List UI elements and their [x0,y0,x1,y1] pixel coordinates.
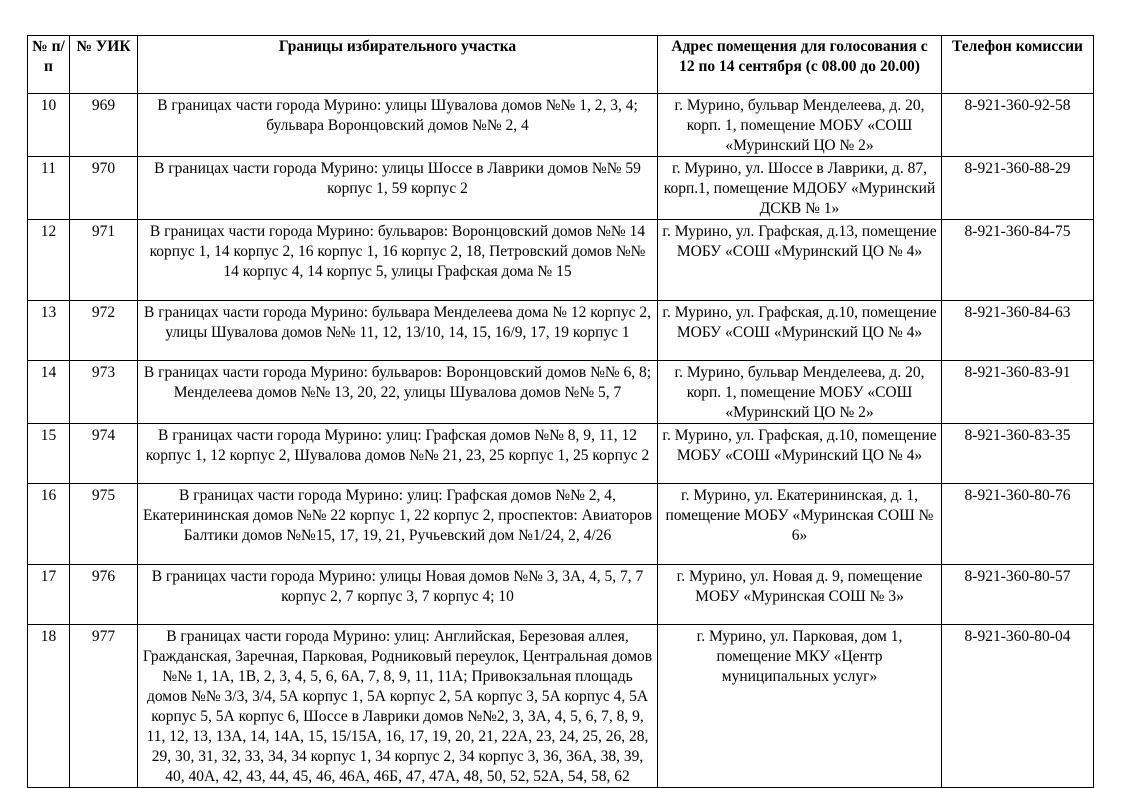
address-cell: г. Мурино, бульвар Менделеева, д. 20, корп. 1, помещение МОБУ «СОШ «Муринский ЦО № 2» [658,361,942,424]
table-row [28,565,1094,625]
boundaries-cell: В границах части города Мурино: улицы Новая домов №№ 3, 3А, 4, 5, 7, 7 корпус 2, 7 корпус 3, 7 корпус 4; 10 [138,565,658,625]
row-number: 17 [28,565,70,625]
uik-number: 973 [70,361,138,424]
header-num: № п/п [28,36,70,94]
header-boundaries: Границы избирательного участка [138,36,658,94]
row-number: 13 [28,301,70,361]
table-row [28,94,1094,157]
table-row [28,484,1094,565]
uik-number: 974 [70,424,138,484]
boundaries-cell: В границах части города Мурино: улиц: Графская домов №№ 8, 9, 11, 12 корпус 1, 12 корпус 2, Шувалова домов №№ 21, 23, 25 корпус 1, 25 корпус 2 [138,424,658,484]
row-number: 16 [28,484,70,565]
address-cell: г. Мурино, ул. Парковая, дом 1, помещение МКУ «Центр муниципальных услуг» [658,625,942,788]
header-phone: Телефон комиссии [942,36,1094,94]
address-cell: г. Мурино, ул. Шоссе в Лаврики, д. 87, корп.1, помещение МДОБУ «Муринский ДСКВ № 1» [658,157,942,220]
uik-number: 972 [70,301,138,361]
row-number: 12 [28,220,70,301]
phone-cell: 8-921-360-83-35 [942,424,1094,484]
phone-cell: 8-921-360-80-04 [942,625,1094,788]
address-cell: г. Мурино, ул. Екатерининская, д. 1, помещение МОБУ «Муринская СОШ № 6» [658,484,942,565]
table-row [28,157,1094,220]
boundaries-cell: В границах части города Мурино: улицы Шувалова домов №№ 1, 2, 3, 4; бульвара Воронцовский домов №№ 2, 4 [138,94,658,157]
row-number: 18 [28,625,70,788]
row-number: 10 [28,94,70,157]
table-row [28,424,1094,484]
phone-cell: 8-921-360-84-63 [942,301,1094,361]
boundaries-cell: В границах части города Мурино: улиц: Графская домов №№ 2, 4, Екатерининская домов №№ 22 корпус 1, 22 корпус 2, проспектов: Авиаторов Балтики домов №№15, 17, 19, 21, Ручьевский дом №1/24, 2, 4/26 [138,484,658,565]
polling-stations-table [27,35,1094,788]
uik-number: 970 [70,157,138,220]
row-number: 14 [28,361,70,424]
address-cell: г. Мурино, бульвар Менделеева, д. 20, корп. 1, помещение МОБУ «СОШ «Муринский ЦО № 2» [658,94,942,157]
phone-cell: 8-921-360-88-29 [942,157,1094,220]
address-cell: г. Мурино, ул. Графская, д.13, помещение МОБУ «СОШ «Муринский ЦО № 4» [658,220,942,301]
boundaries-cell: В границах части города Мурино: бульвара Менделеева дома № 12 корпус 2, улицы Шувалова домов №№ 11, 12, 13/10, 14, 15, 16/9, 17, 19 корпус 1 [138,301,658,361]
uik-number: 977 [70,625,138,788]
phone-cell: 8-921-360-92-58 [942,94,1094,157]
row-number: 15 [28,424,70,484]
phone-cell: 8-921-360-80-76 [942,484,1094,565]
boundaries-cell: В границах части города Мурино: улицы Шоссе в Лаврики домов №№ 59 корпус 1, 59 корпус 2 [138,157,658,220]
boundaries-cell: В границах части города Мурино: улиц: Английская, Березовая аллея, Гражданская, Заречная, Парковая, Родниковый переулок, Центральная домов №№ 1, 1А, 1В, 2, 3, 4, 5, 6, 6А, 7, 8, 9, 11, 11А; Привокзальная площадь домов №№ 3/3, 3/4, 5А корпус 1, 5А корпус 2, 5А корпус 3, 5А корпус 4, 5А корпус 5, 5А корпус 6, Шоссе в Лаврики домов №№2, 3, 3А, 4, 5, 6, 7, 8, 9, 11, 12, 13, 13А, 14, 14А, 15, 15/15А, 16, 17, 19, 20, 21, 22А, 23, 24, 25, 26, 28, 29, 30, 31, 32, 33, 34, 34 корпус 1, 34 корпус 2, 34 корпус 3, 36, 36А, 38, 39, 40, 40А, 42, 43, 44, 45, 46, 46А, 46Б, 47, 47А, 48, 50, 52, 52А, 54, 58, 62 [138,625,658,788]
phone-cell: 8-921-360-80-57 [942,565,1094,625]
header-uik: № УИК [70,36,138,94]
table-row [28,625,1094,788]
uik-number: 976 [70,565,138,625]
table-row [28,220,1094,301]
uik-number: 969 [70,94,138,157]
address-cell: г. Мурино, ул. Графская, д.10, помещение МОБУ «СОШ «Муринский ЦО № 4» [658,424,942,484]
table-row [28,301,1094,361]
uik-number: 971 [70,220,138,301]
address-cell: г. Мурино, ул. Новая д. 9, помещение МОБУ «Муринская СОШ № 3» [658,565,942,625]
boundaries-cell: В границах части города Мурино: бульваров: Воронцовский домов №№ 6, 8; Менделеева домов №№ 13, 20, 22, улицы Шувалова домов №№ 5, 7 [138,361,658,424]
uik-number: 975 [70,484,138,565]
table-header-row [28,36,1094,94]
row-number: 11 [28,157,70,220]
phone-cell: 8-921-360-84-75 [942,220,1094,301]
header-address: Адрес помещения для голосования с 12 по 14 сентября (с 08.00 до 20.00) [658,36,942,94]
phone-cell: 8-921-360-83-91 [942,361,1094,424]
address-cell: г. Мурино, ул. Графская, д.10, помещение МОБУ «СОШ «Муринский ЦО № 4» [658,301,942,361]
boundaries-cell: В границах части города Мурино: бульваров: Воронцовский домов №№ 14 корпус 1, 14 корпус 2, 16 корпус 1, 16 корпус 2, 18, Петровский домов №№ 14 корпус 4, 14 корпус 5, улицы Графская дома № 15 [138,220,658,301]
table-row [28,361,1094,424]
